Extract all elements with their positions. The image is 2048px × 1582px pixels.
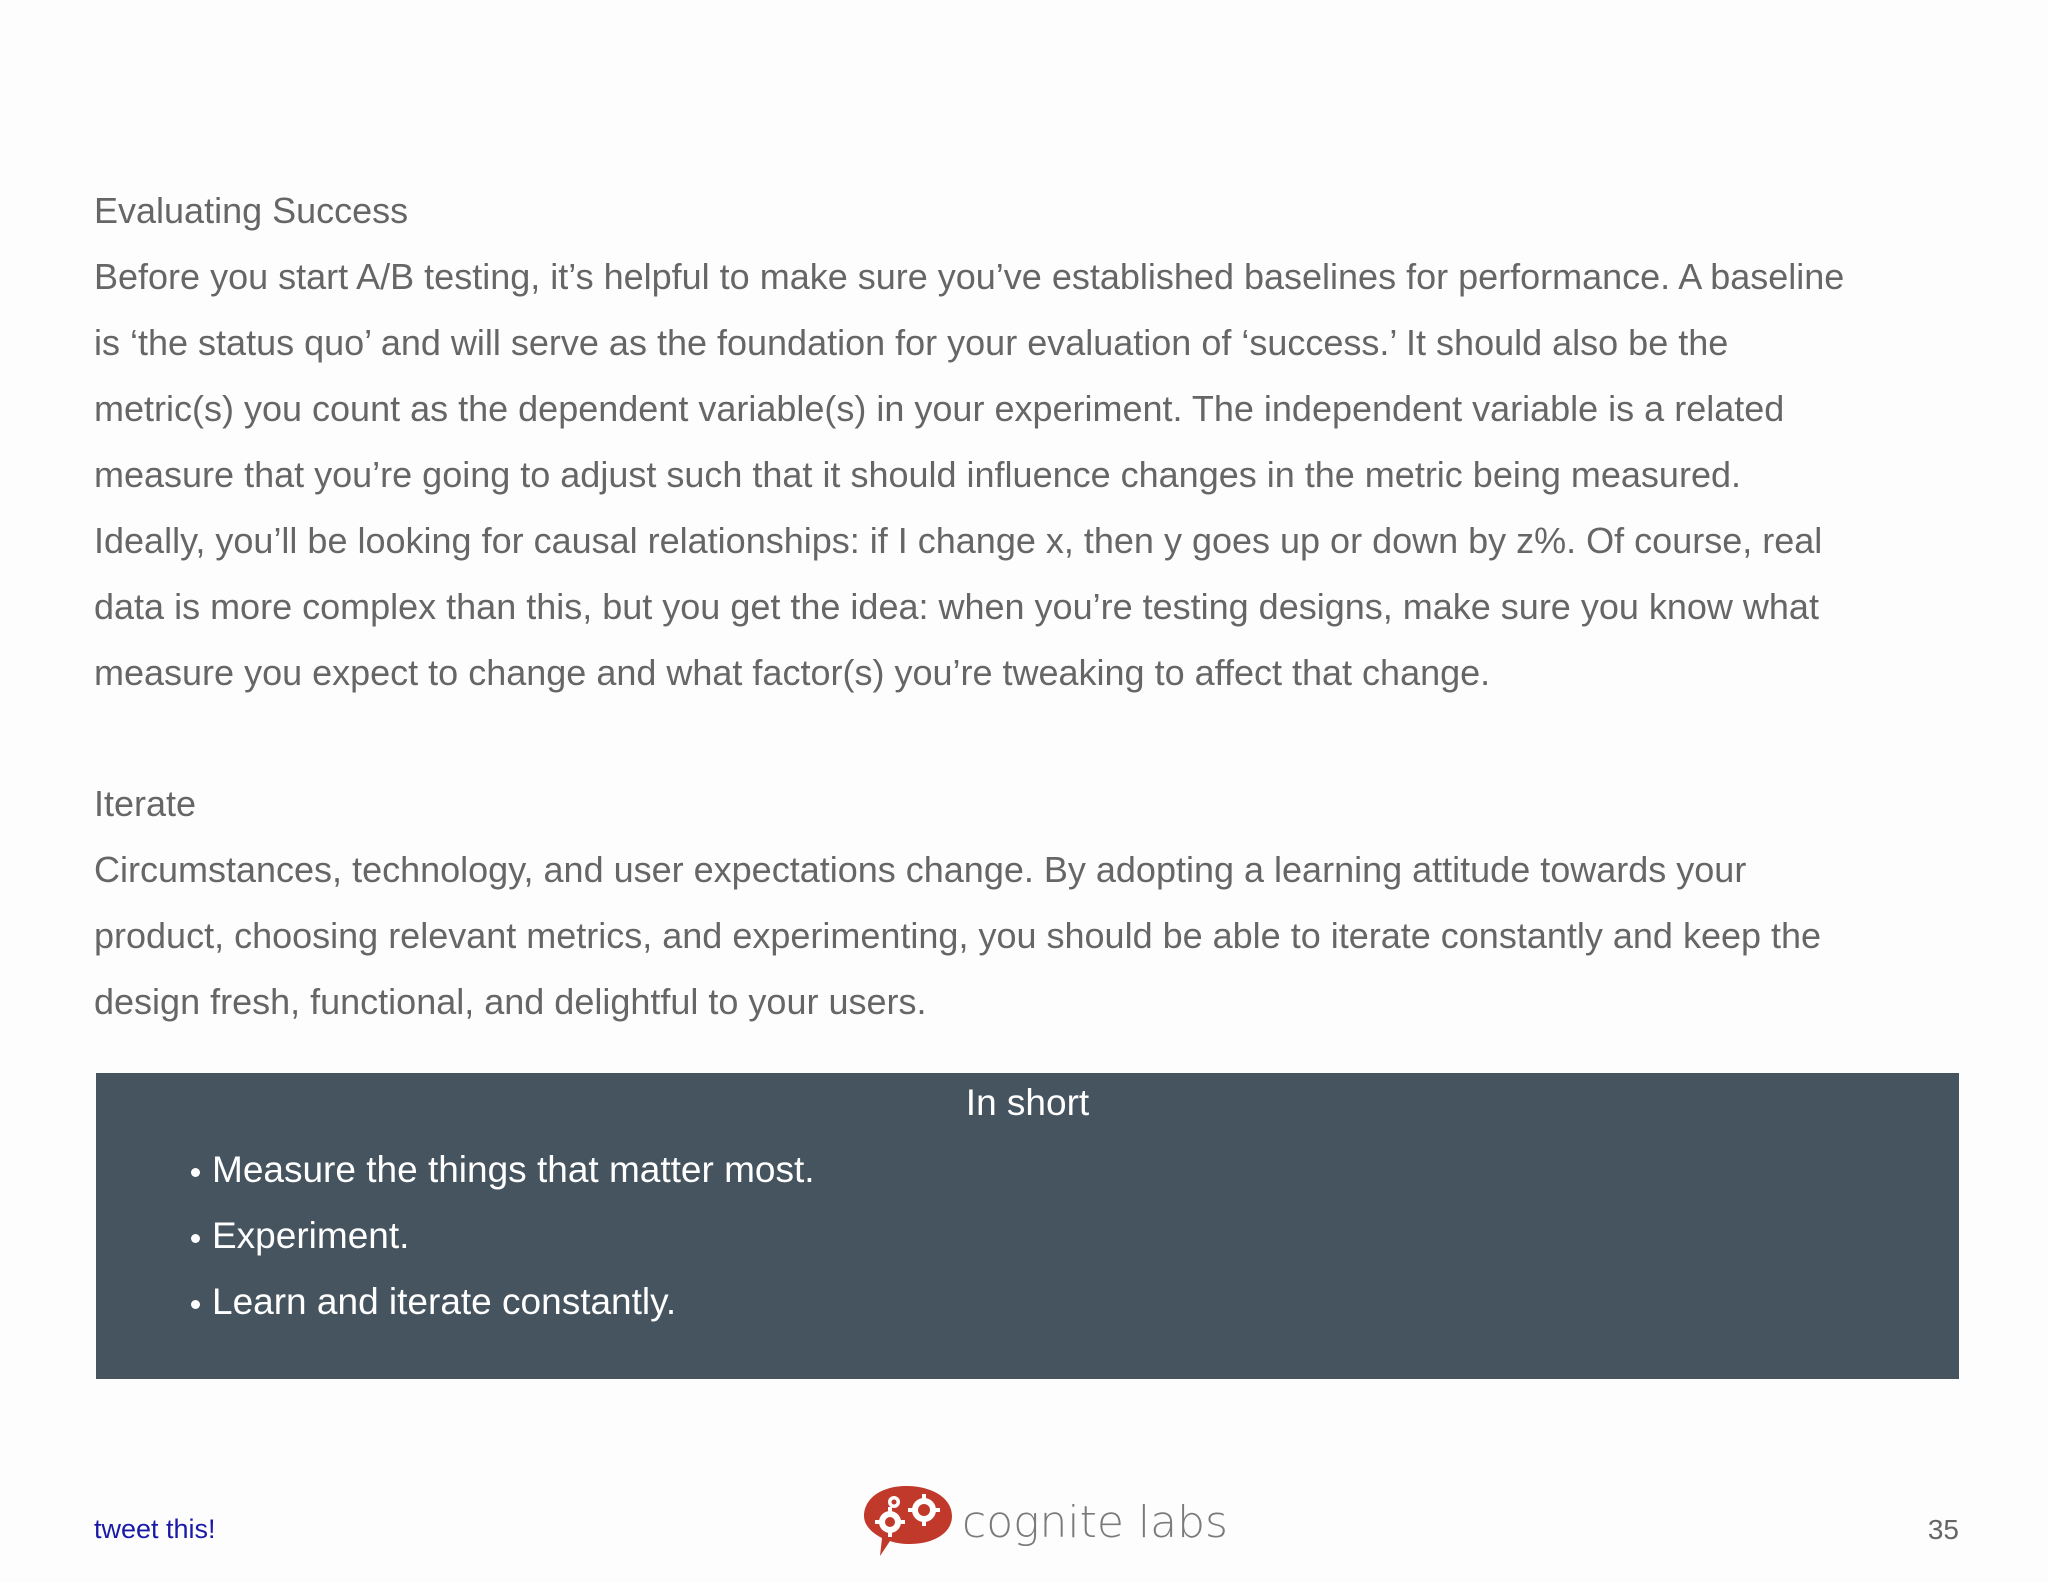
gears-speech-bubble-icon [860, 1482, 956, 1562]
summary-title: In short [965, 1082, 1090, 1123]
summary-list [96, 1137, 1959, 1335]
cognite-labs-logo [860, 1482, 1228, 1562]
section-iterate [94, 771, 2014, 1035]
in-short-summary-box [96, 1073, 1959, 1379]
bullet-icon [191, 1300, 200, 1309]
page-footer [0, 1470, 2048, 1582]
list-item [191, 1137, 1959, 1203]
bullet-icon [191, 1234, 200, 1243]
logo-text: cognite labs [962, 1496, 1228, 1548]
paragraph-line: product, choosing relevant metrics, and experimenting, you should be able to iterate constantly and keep the [94, 915, 1822, 956]
list-item-text: Experiment. [212, 1215, 410, 1256]
list-item-text: Learn and iterate constantly. [212, 1281, 677, 1322]
paragraph-line: Circumstances, technology, and user expectations change. By adopting a learning attitude towards your [94, 849, 1747, 890]
paragraph-line: data is more complex than this, but you get the idea: when you’re testing designs, make sure you know what [94, 586, 1819, 627]
section-evaluating-success [94, 178, 2014, 706]
paragraph-line: is ‘the status quo’ and will serve as the foundation for your evaluation of ‘success.’ It should also be the [94, 322, 1729, 363]
list-item [191, 1203, 1959, 1269]
bullet-icon [191, 1168, 200, 1177]
paragraph-line: design fresh, functional, and delightful to your users. [94, 981, 927, 1022]
list-item-text: Measure the things that matter most. [212, 1149, 815, 1190]
paragraph-line: measure that you’re going to adjust such that it should influence changes in the metric being measured. [94, 454, 1741, 495]
section-heading: Iterate [94, 783, 197, 824]
paragraph-line: metric(s) you count as the dependent variable(s) in your experiment. The independent variable is a related [94, 388, 1785, 429]
paragraph-line: Ideally, you’ll be looking for causal relationships: if I change x, then y goes up or down by z%. Of course, real [94, 520, 1823, 561]
page-number: 35 [1927, 1514, 1959, 1545]
paragraph-line: measure you expect to change and what factor(s) you’re tweaking to affect that change. [94, 652, 1491, 693]
paragraph-line: Before you start A/B testing, it’s helpful to make sure you’ve established baselines for performance. A baseline [94, 256, 1845, 297]
section-heading: Evaluating Success [94, 190, 409, 231]
list-item [191, 1269, 1959, 1335]
tweet-this-link[interactable]: tweet this! [94, 1514, 216, 1544]
